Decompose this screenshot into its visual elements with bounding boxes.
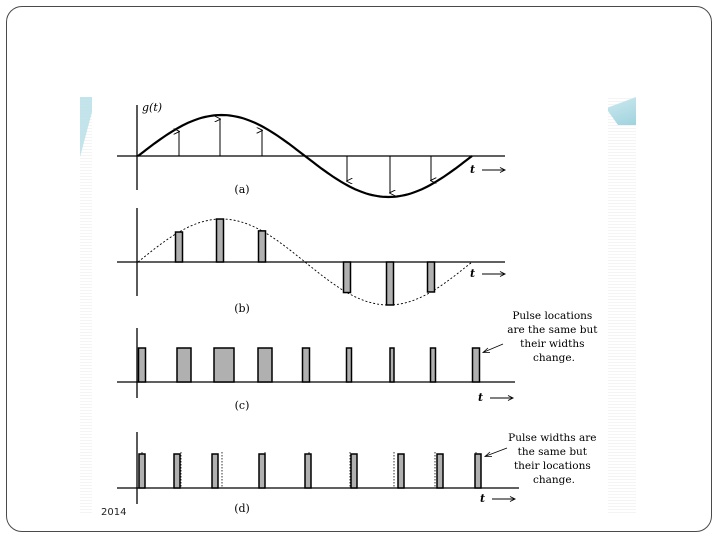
ppm-pulse xyxy=(259,454,265,488)
annotation-pwm-line-3: their widths xyxy=(520,338,585,350)
ppm-pulse xyxy=(437,454,443,488)
ppm-pulse xyxy=(475,454,481,488)
ppm-pulse xyxy=(139,454,145,488)
panel-d-ppm-pulses xyxy=(139,452,481,488)
annotation-ppm-line-3: their locations xyxy=(513,460,591,472)
pam-pulse xyxy=(387,262,394,305)
panel-d-t-label: t xyxy=(480,492,486,505)
ppm-pulse xyxy=(174,454,180,488)
ppm-pulse xyxy=(305,454,311,488)
annotation-pwm-pointer xyxy=(484,344,503,352)
panel-d xyxy=(117,432,600,515)
annotation-pwm-line-1: Pulse locations xyxy=(512,310,593,322)
ppm-pulse xyxy=(398,454,404,488)
figure-panel xyxy=(92,97,608,515)
pam-pulse xyxy=(344,262,351,293)
panel-b-t-label: t xyxy=(470,267,476,280)
panel-b-caption: (b) xyxy=(234,302,250,315)
pwm-pulse xyxy=(390,348,394,382)
annotation-ppm-line-2: the same but xyxy=(517,446,588,458)
panel-b xyxy=(117,208,505,315)
pwm-pulse xyxy=(177,348,191,382)
pulse-modulation-diagram xyxy=(92,97,608,515)
pam-pulse xyxy=(217,219,224,262)
annotation-pwm xyxy=(507,310,601,364)
panel-c-caption: (c) xyxy=(234,399,250,412)
pam-pulse xyxy=(259,231,266,262)
ppm-pulse xyxy=(212,454,218,488)
panel-c xyxy=(117,310,601,412)
annotation-ppm xyxy=(508,432,600,486)
pwm-pulse xyxy=(139,348,146,382)
pam-pulse xyxy=(428,262,435,292)
panel-d-caption: (d) xyxy=(234,502,250,515)
signal-label: g(t) xyxy=(142,101,163,114)
panel-c-t-label: t xyxy=(478,391,484,404)
panel-a-caption: (a) xyxy=(234,183,250,196)
annotation-ppm-pointer xyxy=(486,448,507,456)
panel-a-t-label: t xyxy=(470,163,476,176)
pwm-pulse xyxy=(431,348,436,382)
panel-c-pwm-pulses xyxy=(139,348,480,382)
pwm-pulse xyxy=(214,348,234,382)
panel-a xyxy=(117,101,505,197)
pwm-pulse xyxy=(473,348,480,382)
annotation-ppm-line-1: Pulse widths are xyxy=(508,432,597,444)
annotation-ppm-line-4: change. xyxy=(533,474,575,486)
ppm-pulse xyxy=(351,454,357,488)
pwm-pulse xyxy=(347,348,352,382)
pwm-pulse xyxy=(303,348,310,382)
footer-year: 2014 xyxy=(101,507,127,518)
pwm-pulse xyxy=(258,348,272,382)
annotation-pwm-line-4: change. xyxy=(533,352,575,364)
annotation-pwm-line-2: are the same but xyxy=(507,324,598,336)
pam-pulse xyxy=(176,232,183,262)
